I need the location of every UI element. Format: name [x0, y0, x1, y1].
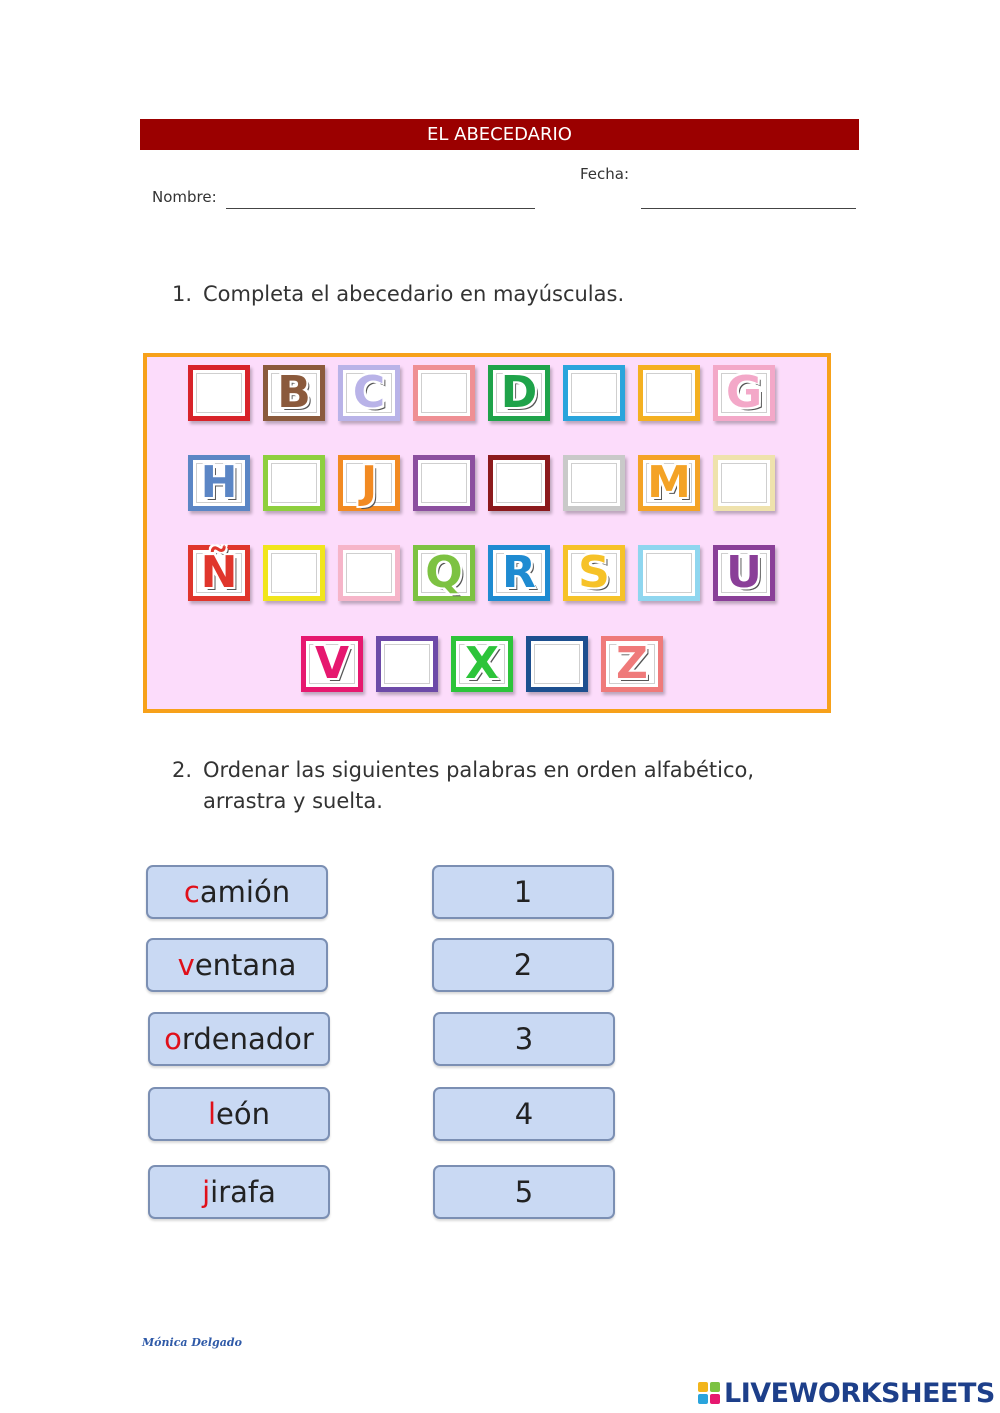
letter-tile-ñ: Ñ	[188, 545, 250, 601]
word-first-letter: o	[164, 1022, 182, 1056]
letter-blank-input[interactable]	[713, 455, 775, 511]
letter-tile-s: S	[563, 545, 625, 601]
fecha-line	[641, 208, 856, 209]
word-rest: eón	[216, 1097, 271, 1131]
letter-blank-input[interactable]	[338, 545, 400, 601]
question-2	[172, 755, 754, 817]
letter-blank-input[interactable]	[563, 365, 625, 421]
fecha-label: Fecha:	[580, 165, 630, 183]
letter-blank-input[interactable]	[488, 455, 550, 511]
nombre-line	[226, 208, 535, 209]
title-banner: EL ABECEDARIO	[140, 119, 859, 150]
letter-tile-b: B	[263, 365, 325, 421]
nombre-label: Nombre:	[152, 188, 217, 206]
word-rest: amión	[199, 875, 291, 909]
liveworksheets-brand: LIVEWORKSHEETS	[724, 1377, 995, 1409]
word-card[interactable]	[146, 938, 328, 992]
letter-tile-d: D	[488, 365, 550, 421]
word-first-letter: v	[177, 948, 195, 982]
order-slot-2[interactable]: 2	[432, 938, 614, 992]
word-card[interactable]	[148, 1012, 330, 1066]
word-card[interactable]	[148, 1165, 330, 1219]
question-2-text-line1: Ordenar las siguientes palabras en orden alfabético,	[203, 758, 755, 782]
letter-tile-u: U	[713, 545, 775, 601]
letter-blank-input[interactable]	[638, 545, 700, 601]
letter-tile-v: V	[301, 636, 363, 692]
letter-tile-x: X	[451, 636, 513, 692]
letter-tile-z: Z	[601, 636, 663, 692]
word-first-letter: c	[183, 875, 200, 909]
letter-blank-input[interactable]	[188, 365, 250, 421]
letter-blank-input[interactable]	[563, 455, 625, 511]
author-signature: Mónica Delgado	[142, 1336, 242, 1349]
order-slot-3[interactable]: 3	[433, 1012, 615, 1066]
letter-blank-input[interactable]	[263, 545, 325, 601]
letter-tile-r: R	[488, 545, 550, 601]
word-card[interactable]	[146, 865, 328, 919]
word-card[interactable]	[148, 1087, 330, 1141]
letter-blank-input[interactable]	[638, 365, 700, 421]
letter-tile-g: G	[713, 365, 775, 421]
letter-blank-input[interactable]	[526, 636, 588, 692]
liveworksheets-logo-icon	[698, 1382, 720, 1404]
letter-blank-input[interactable]	[376, 636, 438, 692]
order-slot-5[interactable]: 5	[433, 1165, 615, 1219]
alphabet-panel	[143, 353, 831, 713]
word-first-letter: j	[202, 1175, 211, 1209]
letter-blank-input[interactable]	[413, 365, 475, 421]
word-rest: irafa	[210, 1175, 276, 1209]
letter-tile-j: J	[338, 455, 400, 511]
letter-tile-m: M	[638, 455, 700, 511]
letter-tile-q: Q	[413, 545, 475, 601]
letter-tile-c: C	[338, 365, 400, 421]
question-2-number: 2.	[172, 758, 193, 782]
word-first-letter: l	[207, 1097, 217, 1131]
order-slot-1[interactable]: 1	[432, 865, 614, 919]
order-slot-4[interactable]: 4	[433, 1087, 615, 1141]
letter-tile-h: H	[188, 455, 250, 511]
question-1-number: 1.	[172, 282, 193, 306]
liveworksheets-logo	[698, 1378, 995, 1408]
question-1-text: Completa el abecedario en mayúsculas.	[203, 282, 625, 306]
letter-blank-input[interactable]	[263, 455, 325, 511]
word-rest: entana	[194, 948, 297, 982]
question-2-text-line2: arrastra y suelta.	[203, 789, 383, 813]
letter-blank-input[interactable]	[413, 455, 475, 511]
question-1	[172, 279, 624, 310]
word-rest: rdenador	[181, 1022, 314, 1056]
